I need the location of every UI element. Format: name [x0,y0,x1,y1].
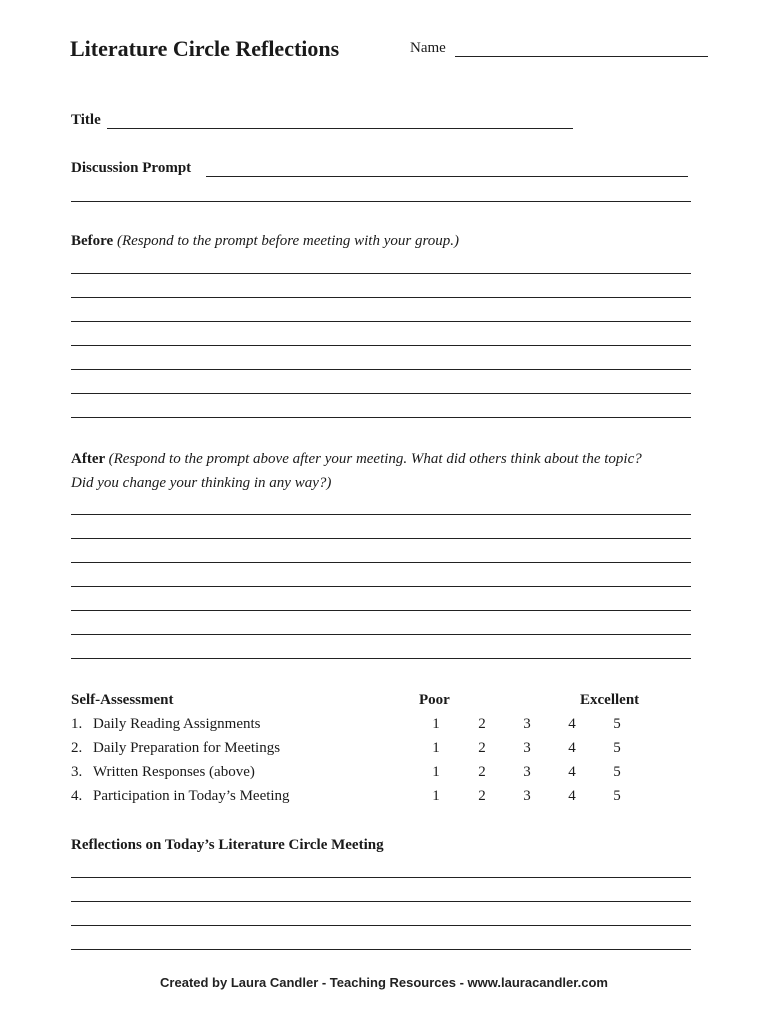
title-field[interactable] [107,128,573,129]
rating-option-4[interactable]: 4 [568,764,576,780]
rating-option-3[interactable]: 3 [523,740,531,756]
rating-option-2[interactable]: 2 [478,716,486,732]
assessment-item-number: 1. [71,716,83,732]
rating-option-1[interactable]: 1 [432,764,440,780]
before-response-line[interactable] [71,297,691,298]
rating-option-1[interactable]: 1 [432,740,440,756]
assessment-item-label: Daily Preparation for Meetings [93,740,281,756]
rating-option-4[interactable]: 4 [568,740,576,756]
after-response-line[interactable] [71,610,691,611]
assessment-item-number: 2. [71,740,83,756]
rating-option-5[interactable]: 5 [613,716,621,732]
after-response-line[interactable] [71,562,691,563]
discussion-prompt-field[interactable] [206,176,688,177]
after-response-line[interactable] [71,634,691,635]
rating-option-3[interactable]: 3 [523,716,531,732]
name-field[interactable] [455,56,708,57]
before-heading [71,233,459,250]
before-response-line[interactable] [71,321,691,322]
assessment-item-number: 3. [71,764,83,780]
assessment-item-label: Daily Reading Assignments [93,716,261,732]
rating-option-5[interactable]: 5 [613,740,621,756]
after-response-line[interactable] [71,586,691,587]
discussion-prompt-label: Discussion Prompt [71,160,192,176]
rating-option-2[interactable]: 2 [478,740,486,756]
scale-high-label: Excellent [580,692,640,708]
discussion-prompt-field-line-2[interactable] [71,201,691,202]
before-response-line[interactable] [71,369,691,370]
reflection-response-line[interactable] [71,925,691,926]
after-heading [71,451,642,468]
assessment-item-label: Participation in Today’s Meeting [93,788,290,804]
rating-option-3[interactable]: 3 [523,764,531,780]
assessment-item-label: Written Responses (above) [93,764,255,780]
rating-option-5[interactable]: 5 [613,788,621,804]
before-instructions: (Respond to the prompt before meeting with your group.) [116,233,459,249]
reflection-response-line[interactable] [71,901,691,902]
before-response-line[interactable] [71,417,691,418]
before-response-line[interactable] [71,273,691,274]
reflections-heading: Reflections on Today’s Literature Circle Meeting [71,837,384,853]
before-response-line[interactable] [71,345,691,346]
after-instructions: (Respond to the prompt above after your meeting. What did others think about the topic? [108,451,642,467]
before-label: Before [71,233,114,249]
after-instructions-continued: Did you change your thinking in any way?) [71,475,332,491]
reflection-response-line[interactable] [71,877,691,878]
after-response-line[interactable] [71,514,691,515]
name-label: Name [410,40,446,56]
rating-option-4[interactable]: 4 [568,716,576,732]
reflection-response-line[interactable] [71,949,691,950]
rating-option-1[interactable]: 1 [432,716,440,732]
self-assessment-heading: Self-Assessment [71,692,174,708]
title-label: Title [71,112,101,128]
assessment-item-number: 4. [71,788,83,804]
rating-option-5[interactable]: 5 [613,764,621,780]
rating-option-3[interactable]: 3 [523,788,531,804]
rating-option-2[interactable]: 2 [478,788,486,804]
footer-credit: Created by Laura Candler - Teaching Resources - www.lauracandler.com [160,975,608,990]
after-response-line[interactable] [71,658,691,659]
rating-option-1[interactable]: 1 [432,788,440,804]
rating-option-2[interactable]: 2 [478,764,486,780]
after-label: After [71,451,105,467]
scale-low-label: Poor [419,692,450,708]
before-response-line[interactable] [71,393,691,394]
after-response-line[interactable] [71,538,691,539]
page-title: Literature Circle Reflections [70,36,340,61]
rating-option-4[interactable]: 4 [568,788,576,804]
